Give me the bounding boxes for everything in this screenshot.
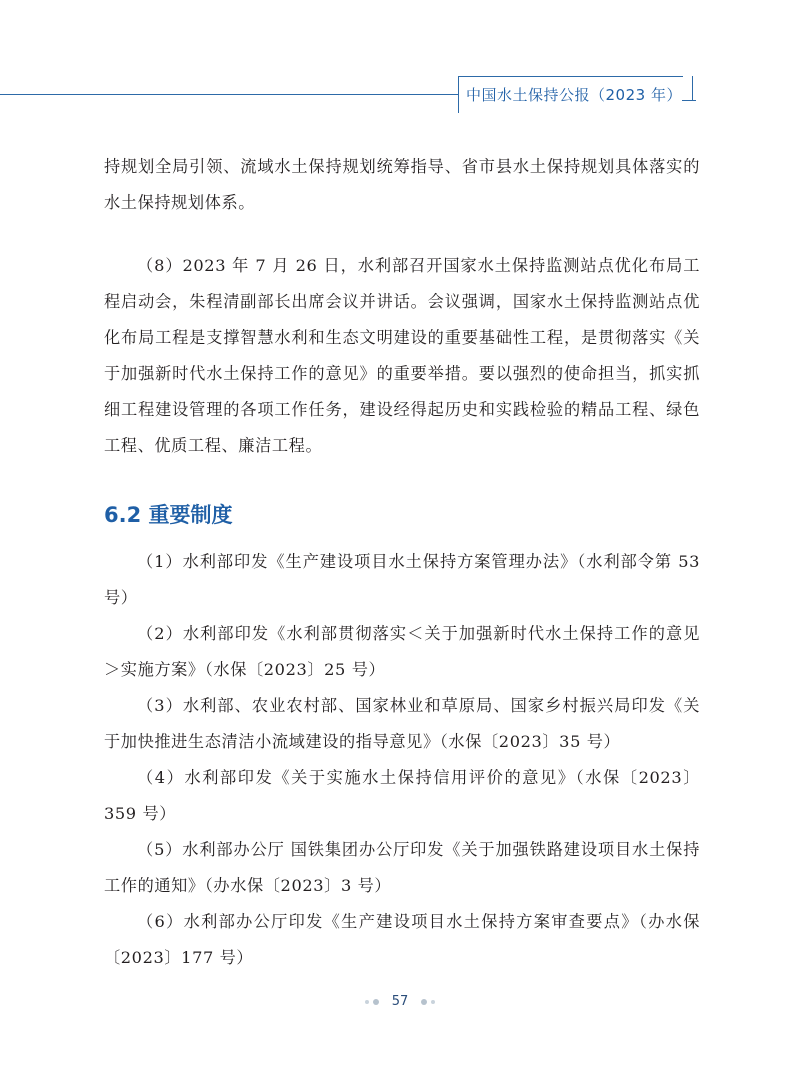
page-footer — [0, 994, 800, 1009]
page-content — [104, 149, 700, 976]
list-item: （2）水利部印发《水利部贯彻落实＜关于加强新时代水土保持工作的意见＞实施方案》（水保〔2023〕25 号） — [104, 624, 700, 679]
dot-ornament — [421, 999, 427, 1005]
paragraph-continued: 持规划全局引领、流域水土保持规划统筹指导、省市县水土保持规划具体落实的水土保持规划体系。 — [104, 157, 700, 212]
header-rule — [0, 94, 458, 95]
header-bracket-right — [682, 76, 693, 100]
page-number: 57 — [391, 994, 409, 1009]
list-item: （3）水利部、农业农村部、国家林业和草原局、国家乡村振兴局印发《关于加快推进生态清洁小流域建设的指导意见》（水保〔2023〕35 号） — [104, 696, 700, 751]
paragraph-item-8: （8）2023 年 7 月 26 日，水利部召开国家水土保持监测站点优化布局工程启动会，朱程清副部长出席会议并讲话。会议强调，国家水土保持监测站点优化布局工程是支撑智慧水利和生态文明建设的重要基础性工程，是贯彻落实《关于加强新时代水土保持工作的意见》的重要举措。要以强烈的使命担当，抓实抓细工程建设管理的各项工作任务，建设经得起历史和实践检验的精品工程、绿色工程、优质工程、廉洁工程。 — [104, 256, 700, 455]
header-tick — [682, 100, 696, 101]
list-item: （4）水利部印发《关于实施水土保持信用评价的意见》（水保〔2023〕359 号） — [104, 768, 700, 823]
list-item: （6）水利部办公厅印发《生产建设项目水土保持方案审查要点》（办水保〔2023〕177 号） — [104, 912, 700, 967]
dot-ornament — [365, 1000, 369, 1004]
list-item: （1）水利部印发《生产建设项目水土保持方案管理办法》（水利部令第 53 号） — [104, 552, 700, 607]
list-item: （5）水利部办公厅 国铁集团办公厅印发《关于加强铁路建设项目水土保持工作的通知》（办水保〔2023〕3 号） — [104, 840, 700, 895]
running-header-title: 中国水土保持公报（2023 年） — [466, 86, 682, 104]
dot-ornament — [373, 999, 379, 1005]
section-heading: 6.2 重要制度 — [104, 503, 233, 527]
dot-ornament — [431, 1000, 435, 1004]
